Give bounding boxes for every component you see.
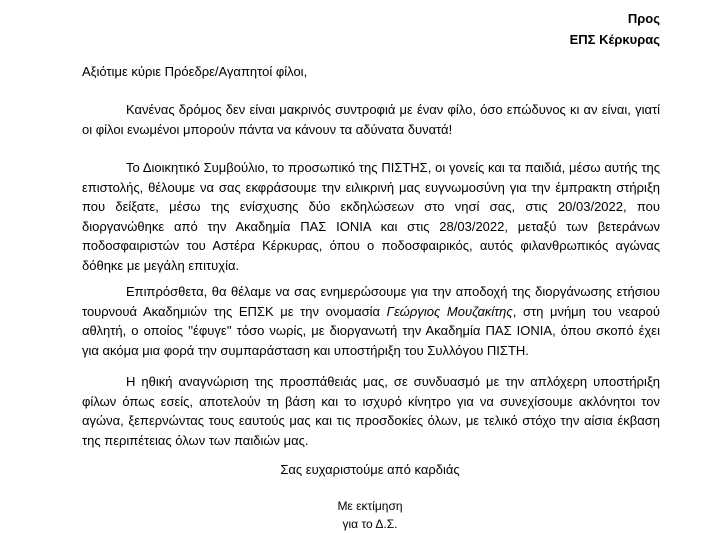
paragraph-gratitude: Το Διοικητικό Συμβούλιο, το προσωπικό της ΠΙΣΤΗΣ, οι γονείς και τα παιδιά, μέσω αυτής της επιστολής, θέλουμε να σας εκφράσουμε την ειλικρινή μας ευγνωμοσύνη για την έμπρακτη στήριξη που δείξατε, μέσω της ενίσχυσης δύο εκδηλώσεων στο νησί σας, στις 20/03/2022, που διοργανώθηκε από την Ακαδημία ΠΑΣ ΙΟΝΙΑ και στις 28/03/2022, μεταξύ των βετεράνων ποδοσφαιριστών του Αστέρα Κέρκυρας, όπου ο ποδοσφαιρικός, αυτός φιλανθρωπικός αγώνας δόθηκε με μεγάλη επιτυχία. xyxy=(82,160,660,273)
signoff-board: για το Δ.Σ. xyxy=(342,517,398,531)
signoff-regards: Με εκτίμηση xyxy=(337,499,403,513)
paragraph-recognition: Η ηθική αναγνώριση της προσπάθειάς μας, σε συνδυασμό με την απλόχερη υποστήριξη φίλων όπως εσείς, αποτελούν τη βάση και το ισχυρό κίνητρο για να συνεχίσουμε ακλόνητοι τον αγώνα, ξεπερνώντας τους εαυτούς μας και τις προσδοκίες όλων, με τελικό στόχο την αίσια έκβαση της περιπέτειας όλων των παιδιών μας. xyxy=(82,374,660,448)
paragraph-friendship: Κανένας δρόμος δεν είναι μακρινός συντροφιά με έναν φίλο, όσο επώδυνος κι αν είναι, γιατί οι φίλοι ενωμένοι μπορούν πάντα να κάνουν τα αδύνατα δυνατά! xyxy=(82,102,660,137)
tournament-name: Γεώργιος Μουζακίτης xyxy=(386,303,513,319)
closing-thanks: Σας ευχαριστούμε από καρδιάς xyxy=(280,462,460,477)
tournament-text-before: Επιπρόσθετα, θα θέλαμε να σας ενημερώσουμε για την αποδοχή της διοργάνωσης ετήσιου τουρνουά Ακαδημιών της ΕΠΣΚ με την ονομασία xyxy=(82,284,660,319)
tournament-text-after: , στη μνήμη του νεαρού αθλητή, ο οποίος ''έφυγε'' τόσο νωρίς, με διοργανωτή την Ακαδημία ΠΑΣ ΙΟΝΙΑ, όπου σκοπό έχει για ακόμα μια φορά την συμπαράσταση και υποστήριξη του Συλλόγου ΠΙΣΤΗ. xyxy=(82,303,660,358)
salutation: Αξιότιμε κύριε Πρόεδρε/Αγαπητοί φίλοι, xyxy=(82,64,308,79)
signoff-block xyxy=(0,497,716,533)
recipient-prefix: Προς xyxy=(627,11,660,26)
paragraph-tournament xyxy=(82,282,660,360)
recipient-name: ΕΠΣ Κέρκυρας xyxy=(569,32,660,47)
recipient-block xyxy=(570,8,660,50)
